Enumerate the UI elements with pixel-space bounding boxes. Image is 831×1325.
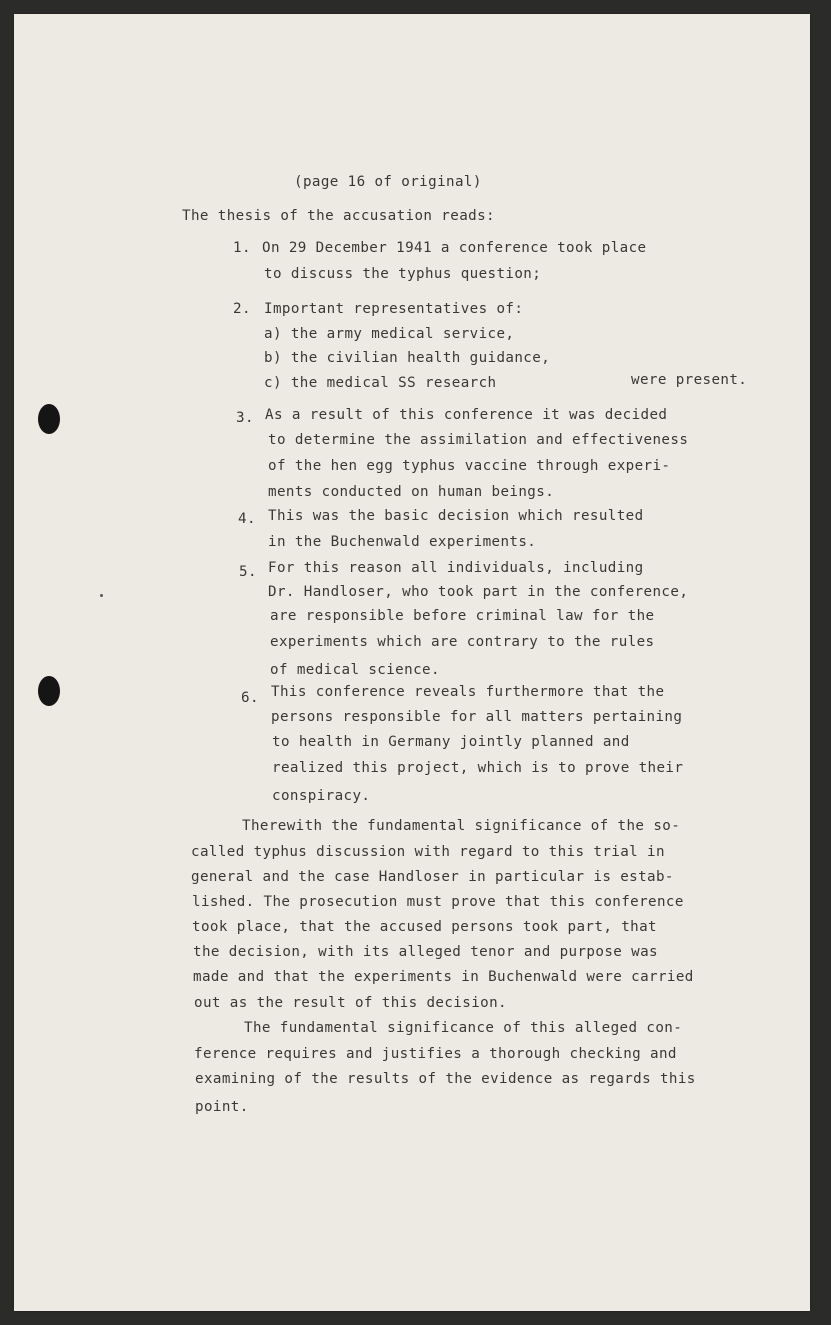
- item-line: to determine the assimilation and effectiveness: [268, 432, 689, 448]
- item-line: ments conducted on human beings.: [268, 484, 555, 500]
- item-number: 5.: [239, 564, 257, 580]
- item-number: 2.: [233, 301, 251, 317]
- sub-item: b) the civilian health guidance,: [264, 350, 551, 366]
- paragraph-line: Therewith the fundamental significance of the so-: [242, 818, 681, 834]
- paragraph-line: took place, that the accused persons took part, that: [192, 919, 657, 935]
- item-line: Dr. Handloser, who took part in the conference,: [268, 584, 689, 600]
- paper-speck: [100, 594, 103, 597]
- sub-item: c) the medical SS research: [264, 375, 497, 391]
- item-line: For this reason all individuals, including: [268, 560, 644, 576]
- page-header: (page 16 of original): [294, 174, 482, 190]
- item-line: of medical science.: [270, 662, 440, 678]
- item-line: of the hen egg typhus vaccine through experi-: [268, 458, 671, 474]
- item-line: to discuss the typhus question;: [264, 266, 542, 282]
- item-number: 3.: [236, 410, 254, 426]
- paragraph-line: made and that the experiments in Buchenwald were carried: [193, 969, 694, 985]
- item-line: realized this project, which is to prove their: [272, 760, 684, 776]
- item-line: are responsible before criminal law for the: [270, 608, 655, 624]
- item-line: Important representatives of:: [264, 301, 524, 317]
- paragraph-line: point.: [195, 1099, 249, 1115]
- item-number: 1.: [233, 240, 251, 256]
- item-line: to health in Germany jointly planned and: [272, 734, 630, 750]
- item-line: This was the basic decision which resulted: [268, 508, 644, 524]
- item-line: This conference reveals furthermore that the: [271, 684, 665, 700]
- punch-hole-bottom: [38, 676, 60, 706]
- were-present-text: were present.: [631, 372, 748, 388]
- item-number: 6.: [241, 690, 259, 706]
- item-line: conspiracy.: [272, 788, 371, 804]
- item-line: experiments which are contrary to the rules: [270, 634, 655, 650]
- paragraph-line: lished. The prosecution must prove that this conference: [192, 894, 684, 910]
- item-line: As a result of this conference it was decided: [265, 407, 668, 423]
- paragraph-line: the decision, with its alleged tenor and purpose was: [193, 944, 658, 960]
- item-line: On 29 December 1941 a conference took place: [262, 240, 647, 256]
- paragraph-line: ference requires and justifies a thorough checking and: [194, 1046, 677, 1062]
- item-line: in the Buchenwald experiments.: [268, 534, 537, 550]
- paragraph-line: called typhus discussion with regard to this trial in: [191, 844, 665, 860]
- paragraph-line: examining of the results of the evidence as regards this: [195, 1071, 696, 1087]
- paragraph-line: out as the result of this decision.: [194, 995, 507, 1011]
- item-line: persons responsible for all matters pertaining: [271, 709, 683, 725]
- paragraph-line: The fundamental significance of this alleged con-: [244, 1020, 683, 1036]
- item-number: 4.: [238, 511, 256, 527]
- sub-item: a) the army medical service,: [264, 326, 515, 342]
- paragraph-line: general and the case Handloser in particular is estab-: [191, 869, 674, 885]
- punch-hole-top: [38, 404, 60, 434]
- intro-line: The thesis of the accusation reads:: [182, 208, 495, 224]
